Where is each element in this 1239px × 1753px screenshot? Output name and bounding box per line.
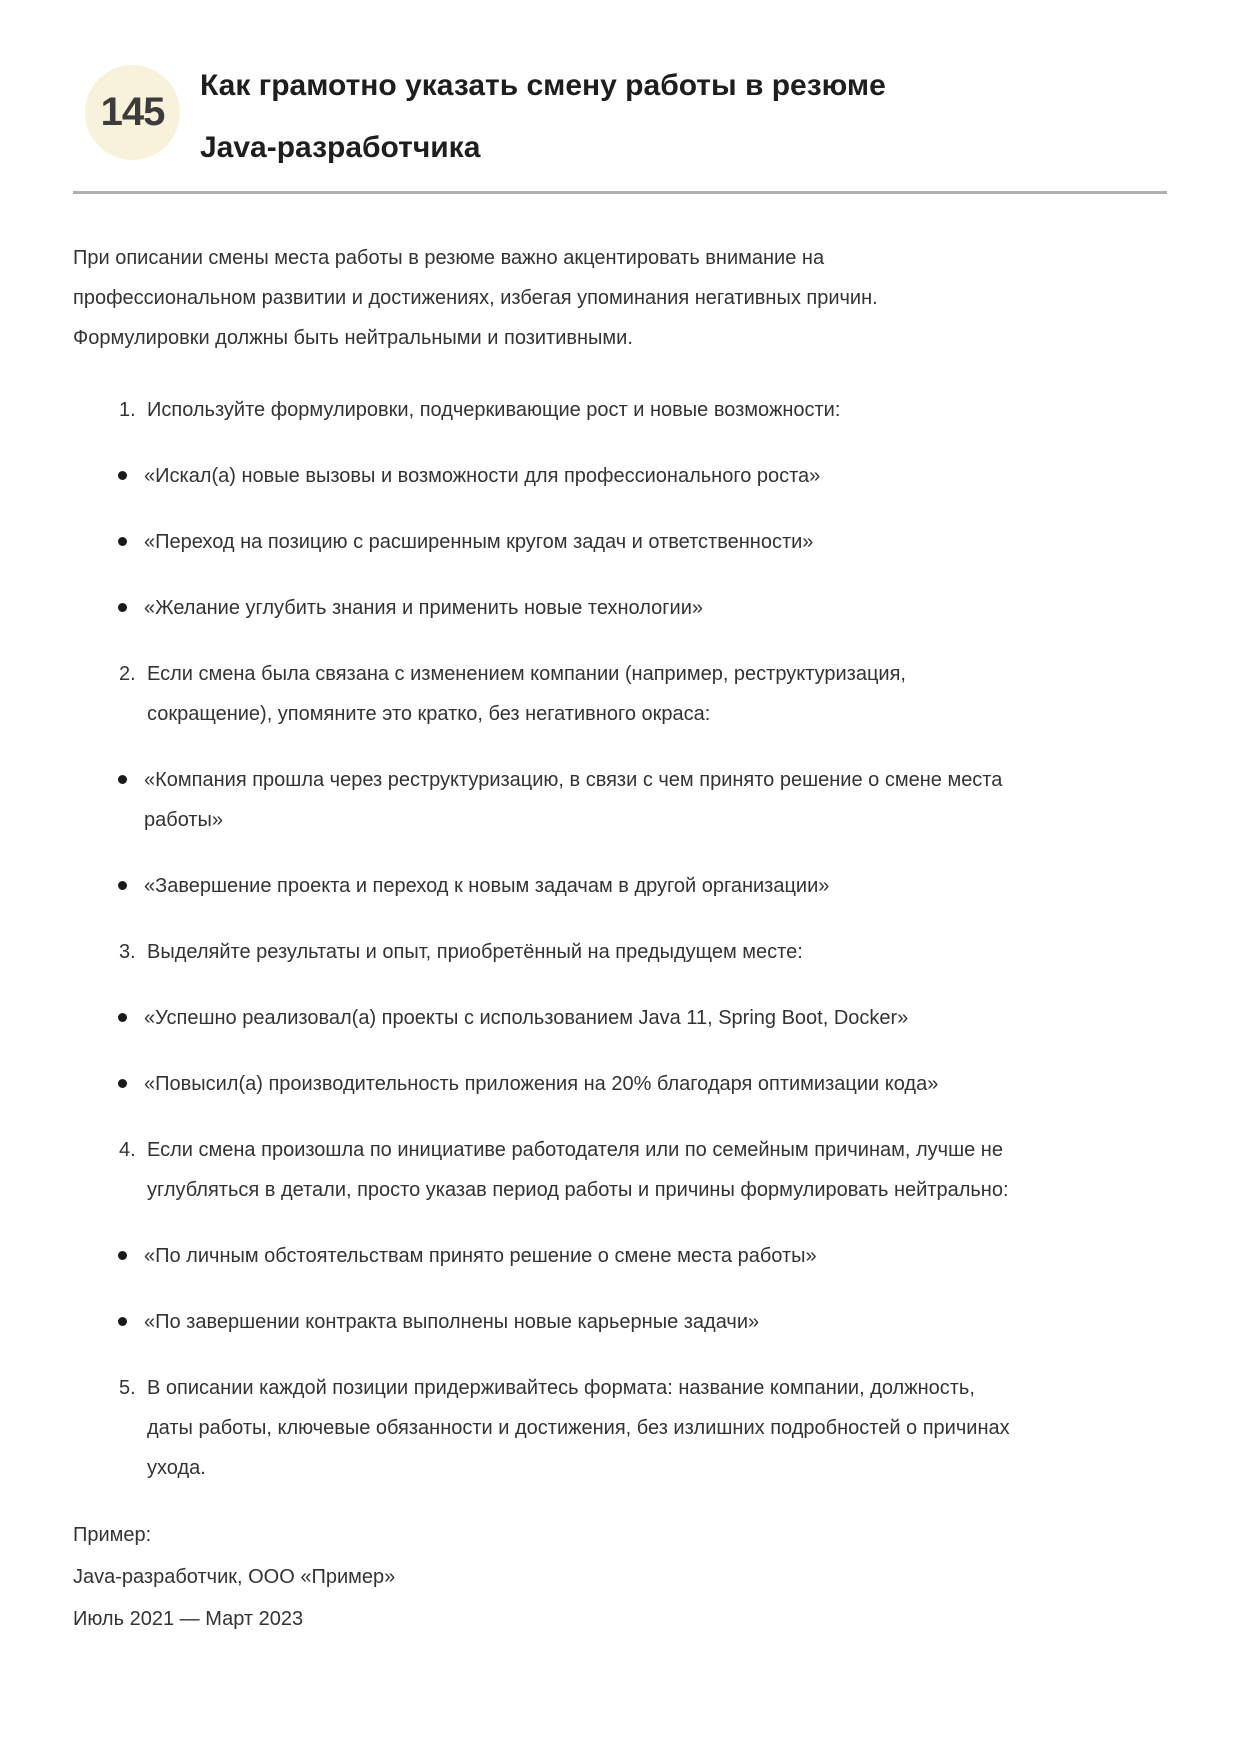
item-number: 2. — [119, 663, 136, 685]
bullet-marker — [118, 603, 127, 612]
page-title — [200, 55, 886, 179]
badge-number: 145 — [100, 90, 165, 134]
item-text: Выделяйте результаты и опыт, приобретённый на предыдущем месте: — [147, 941, 803, 963]
example-period: Июль 2021 — Март 2023 — [73, 1608, 304, 1630]
item-number: 4. — [119, 1139, 136, 1161]
title-line-1: Как грамотно указать смену работы в резюме — [200, 69, 886, 102]
bullet-item — [73, 522, 1167, 562]
item-number-badge — [85, 65, 180, 160]
item-number: 1. — [119, 399, 136, 421]
bullet-item — [73, 998, 1167, 1038]
example-label: Пример: — [73, 1524, 152, 1546]
bullet-item — [73, 760, 1167, 840]
item-text: В описании каждой позиции придерживайтесь формата: название компании, должность, даты работы, ключевые обязанности и достижения, без излишних подробностей о причинах ухода. — [147, 1377, 1010, 1479]
bullet-text: «Желание углубить знания и применить новые технологии» — [144, 597, 704, 619]
example-position: Java-разработчик, ООО «Пример» — [73, 1566, 396, 1588]
bullet-text: «По личным обстоятельствам принято решение о смене места работы» — [144, 1245, 817, 1267]
bullet-text: «Компания прошла через реструктуризацию, в связи с чем принято решение о смене места работы» — [144, 769, 1003, 831]
example-block — [73, 1514, 1167, 1640]
bullet-text: «Повысил(а) производительность приложения на 20% благодаря оптимизации кода» — [144, 1073, 939, 1095]
title-line-2: Java-разработчика — [200, 131, 481, 164]
numbered-item-5 — [73, 1368, 1167, 1488]
bullet-marker — [118, 471, 127, 480]
item-text: Если смена произошла по инициативе работодателя или по семейным причинам, лучше не углубляться в детали, просто указав период работы и причины формулировать нейтрально: — [147, 1139, 1009, 1201]
numbered-item-2 — [73, 654, 1167, 734]
bullet-text: «Переход на позицию с расширенным кругом задач и ответственности» — [144, 531, 814, 553]
bullet-marker — [118, 537, 127, 546]
bullet-text: «По завершении контракта выполнены новые карьерные задачи» — [144, 1311, 760, 1333]
bullet-text: «Успешно реализовал(а) проекты с использованием Java 11, Spring Boot, Docker» — [144, 1007, 909, 1029]
bullet-marker — [118, 1079, 127, 1088]
bullet-item — [73, 866, 1167, 906]
bullet-item — [73, 456, 1167, 496]
bullet-item — [73, 1302, 1167, 1342]
bullet-item — [73, 1064, 1167, 1104]
bullet-marker — [118, 775, 127, 784]
bullet-marker — [118, 1013, 127, 1022]
header — [73, 55, 1167, 179]
item-number: 3. — [119, 941, 136, 963]
numbered-item-3 — [73, 932, 1167, 972]
numbered-item-1 — [73, 390, 1167, 430]
header-divider — [73, 191, 1167, 194]
item-text: Используйте формулировки, подчеркивающие рост и новые возможности: — [147, 399, 841, 421]
item-number: 5. — [119, 1377, 136, 1399]
item-text: Если смена была связана с изменением компании (например, реструктуризация, сокращение), упомяните это кратко, без негативного окраса: — [147, 663, 906, 725]
bullet-text: «Завершение проекта и переход к новым задачам в другой организации» — [144, 875, 830, 897]
numbered-item-4 — [73, 1130, 1167, 1210]
bullet-marker — [118, 1317, 127, 1326]
bullet-text: «Искал(а) новые вызовы и возможности для профессионального роста» — [144, 465, 821, 487]
intro-paragraph: При описании смены места работы в резюме важно акцентировать внимание на профессиональном развитии и достижениях, избегая упоминания негативных причин. Формулировки должны быть нейтральными и позитивными. — [73, 247, 878, 349]
bullet-item — [73, 588, 1167, 628]
bullet-marker — [118, 881, 127, 890]
bullet-marker — [118, 1251, 127, 1260]
bullet-item — [73, 1236, 1167, 1276]
